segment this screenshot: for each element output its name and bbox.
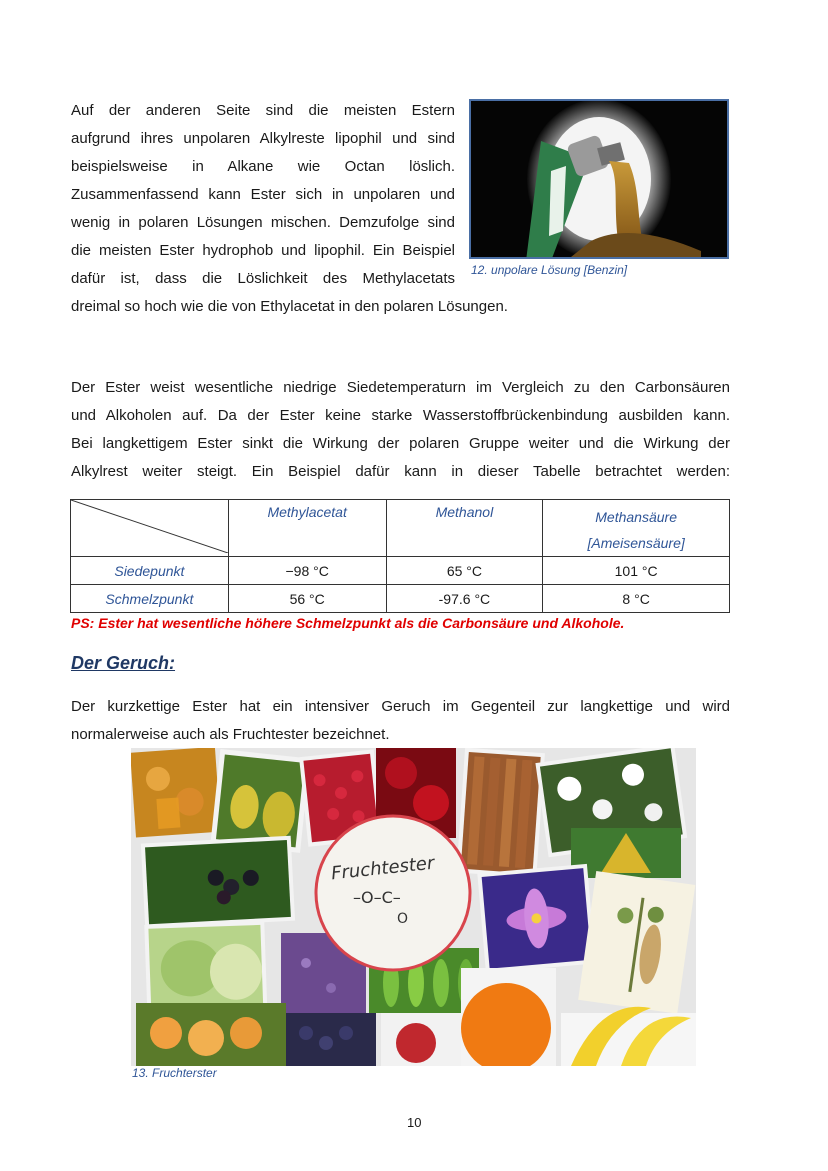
text-line: Zusammenfassend kann Ester sich in unpolaren und [71, 186, 455, 203]
text-line: beispielsweise in Alkane wie Octan löslich. [71, 158, 455, 175]
table-row [71, 557, 730, 585]
figure-13-caption: 13. Fruchterster [132, 1066, 217, 1080]
fruit-collage-image [131, 748, 696, 1066]
table-cell: 65 °C [386, 557, 543, 585]
text-line: Der Ester weist wesentliche niedrige Siedetemperaturn im Vergleich zu den Carbonsäuren [71, 379, 730, 396]
section-heading: Der Geruch: [71, 653, 176, 673]
text-line: und Alkoholen auf. Da der Ester keine starke Wasserstoffbrückenbindung ausbilden kann. [71, 407, 730, 424]
boiling-paragraph [71, 374, 730, 486]
text-line: dafür ist, dass die Löslichkeit des Methylacetats [71, 270, 455, 287]
table-cell: -97.6 °C [386, 585, 543, 613]
text-line: aufgrund ihres unpolaren Alkylreste lipophil und sind [71, 130, 455, 147]
fruchtester-badge-oxygen: O [397, 911, 409, 927]
text-line: Alkylrest weiter steigt. Ein Beispiel dafür kann in dieser Tabelle betrachtet werden: [71, 463, 730, 480]
fuel-nozzle-image [469, 99, 729, 259]
table-header [543, 500, 730, 557]
ps-note: PS: Ester hat wesentliche höhere Schmelzpunkt als die Carbonsäure und Alkohole. [71, 615, 625, 631]
text-line: wenig in polaren Lösungen mischen. Demzufolge sind [71, 214, 455, 231]
intro-paragraph-end [71, 293, 731, 321]
text-line: normalerweise auch als Fruchtester bezeichnet. [71, 726, 390, 743]
smell-paragraph [71, 693, 730, 749]
figure-12-caption: 12. unpolare Lösung [Benzin] [471, 263, 628, 277]
table-cell: 56 °C [228, 585, 386, 613]
fruchtester-badge-formula: –O–C– [353, 888, 401, 907]
table-cell: −98 °C [228, 557, 386, 585]
text-line: dreimal so hoch wie die von Ethylacetat in den polaren Lösungen. [71, 298, 508, 315]
header-line: [Ameisensäure] [587, 535, 685, 551]
table-row [71, 585, 730, 613]
text-line: die meisten Ester hydrophob und lipophil. Ein Beispiel [71, 242, 455, 259]
text-line: Der kurzkettige Ester hat ein intensiver Geruch im Gegenteil zur langkettige und wird [71, 698, 730, 715]
table-cell: 8 °C [543, 585, 730, 613]
row-label: Schmelzpunkt [71, 585, 229, 613]
text-line: Bei langkettigem Ester sinkt die Wirkung der polaren Gruppe weiter und die Wirkung der [71, 435, 730, 452]
intro-paragraph [71, 97, 455, 293]
table-header: Methylacetat [228, 500, 386, 557]
table-cell: 101 °C [543, 557, 730, 585]
fruchtester-badge-title: Fruchtester [330, 852, 436, 885]
properties-table [70, 499, 730, 613]
page-number: 10 [407, 1115, 422, 1130]
row-label: Siedepunkt [71, 557, 229, 585]
diagonal-corner-cell [71, 500, 229, 557]
table-header: Methanol [386, 500, 543, 557]
text-line: Auf der anderen Seite sind die meisten Estern [71, 102, 455, 119]
header-line: Methansäure [595, 509, 677, 525]
